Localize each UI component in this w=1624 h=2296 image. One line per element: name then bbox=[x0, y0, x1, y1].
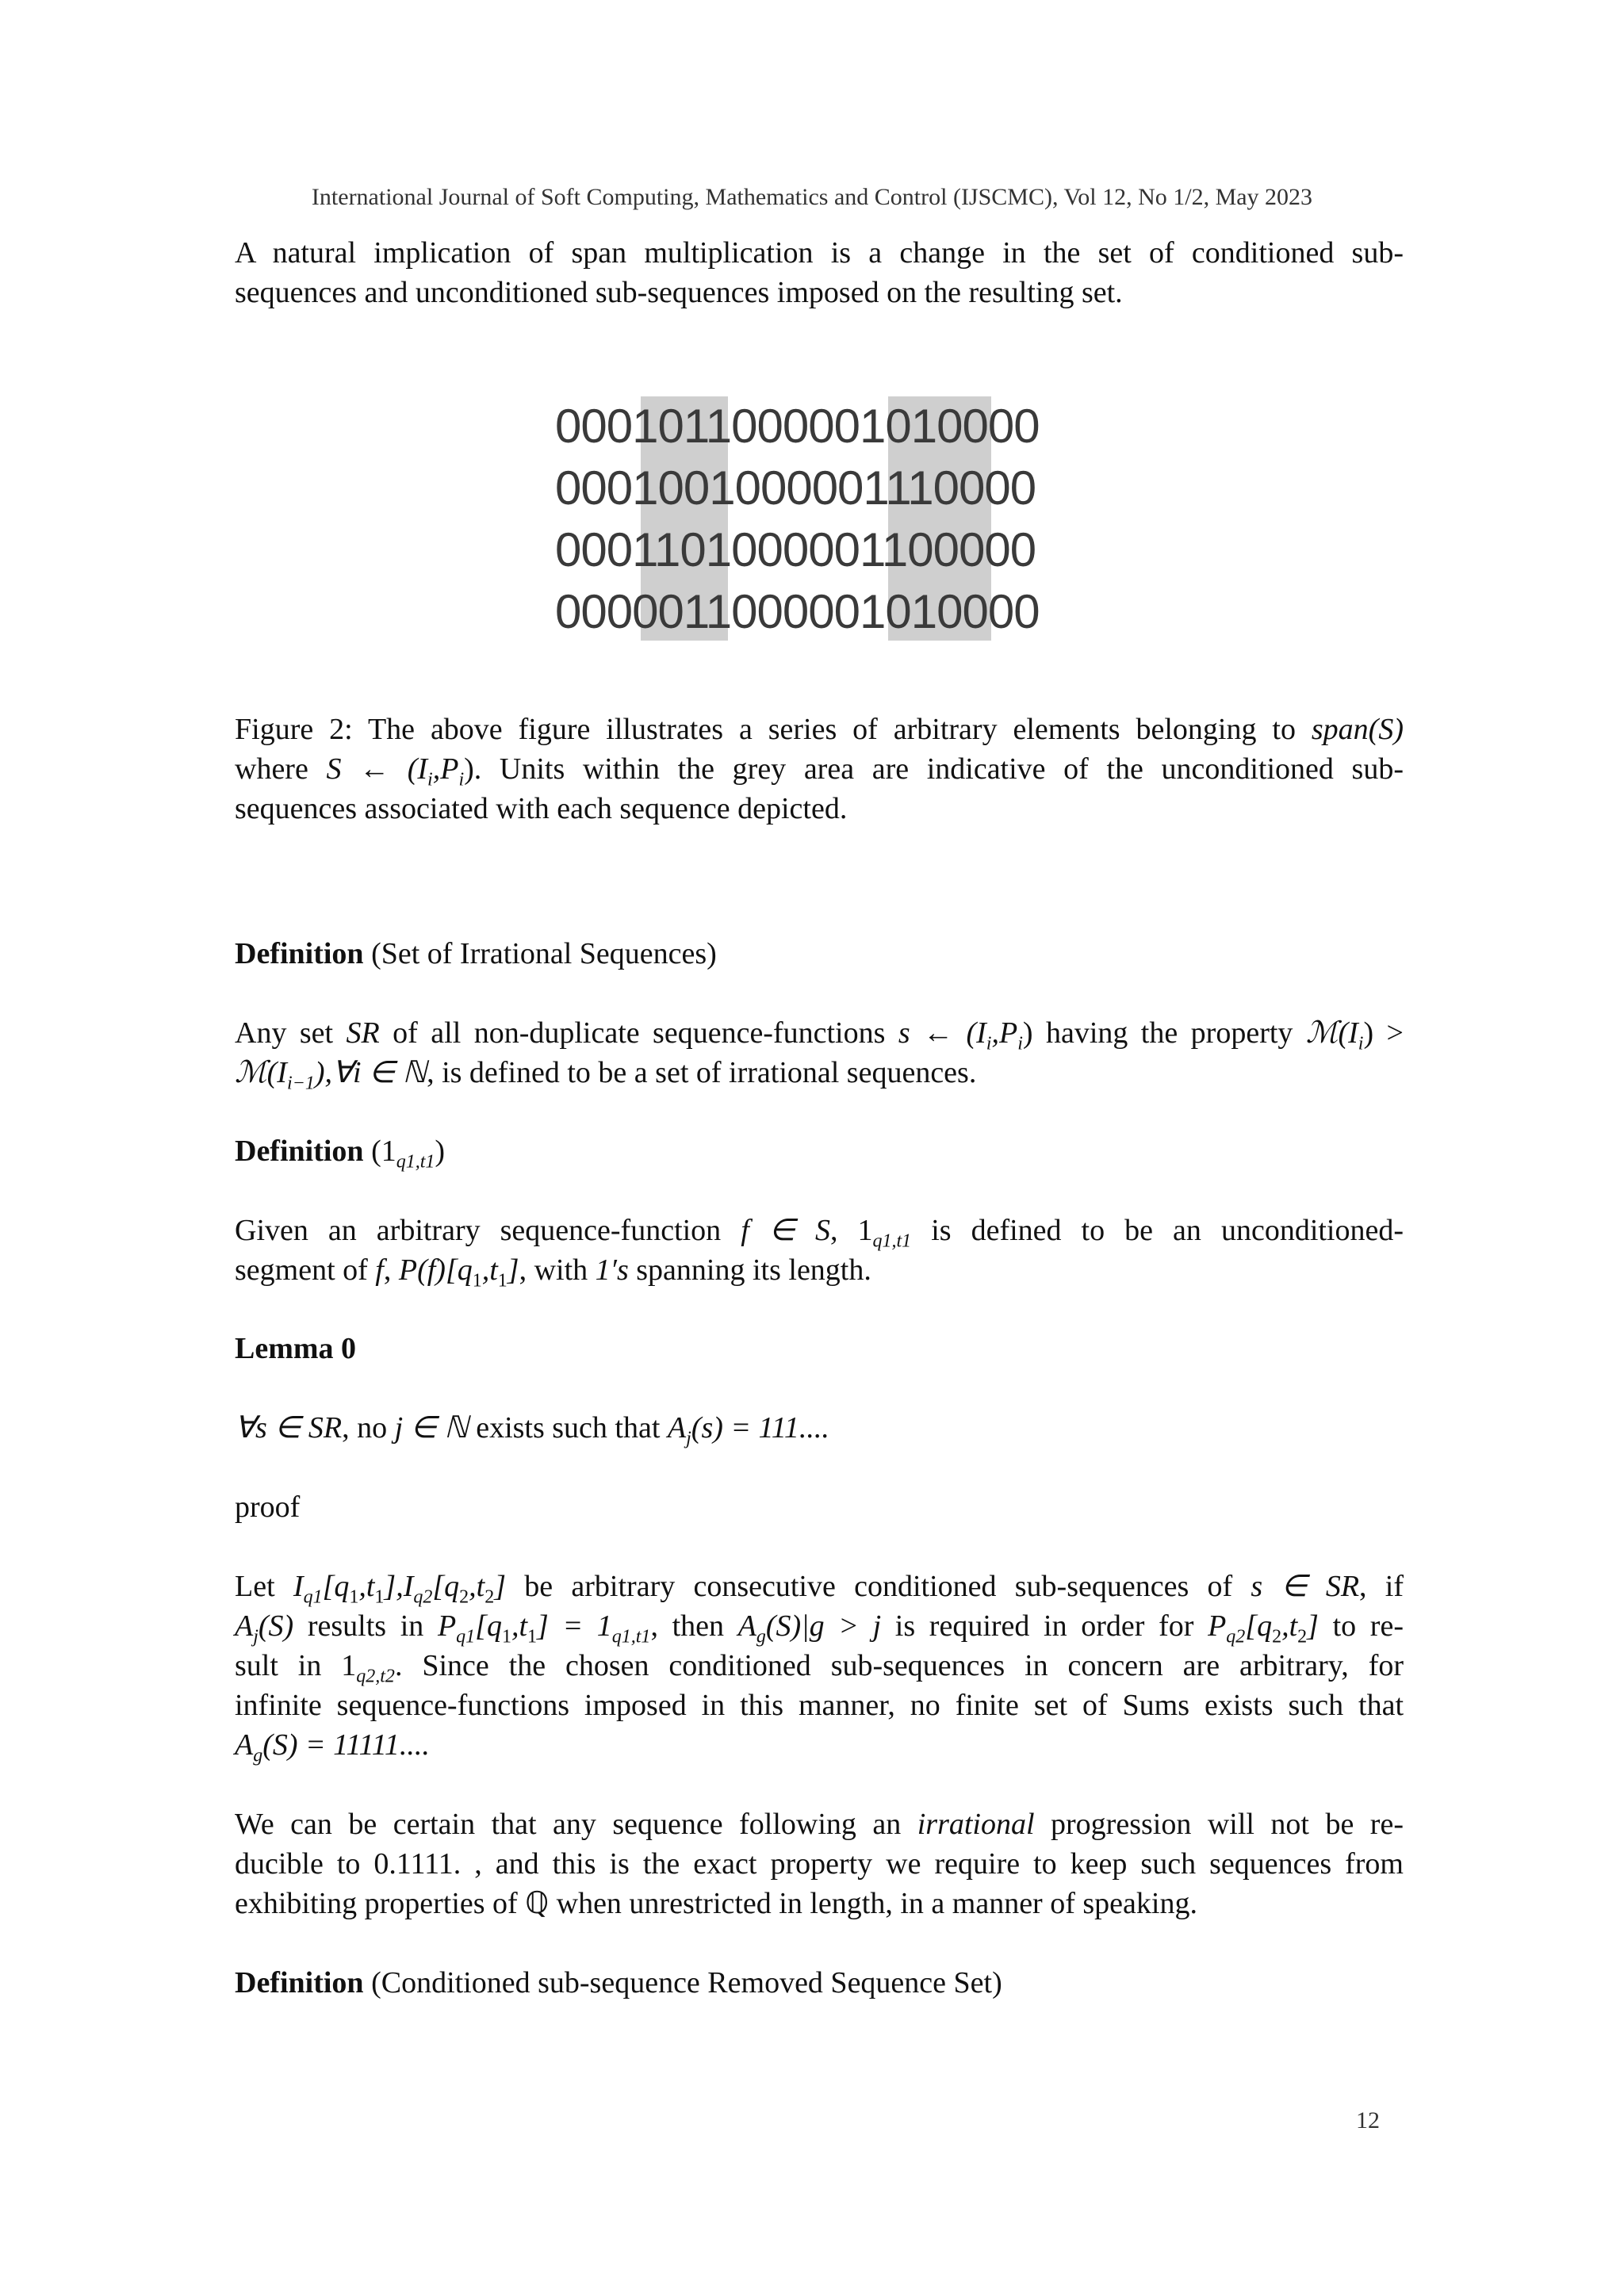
proof-text: , then bbox=[650, 1609, 738, 1643]
proof-subscript: 1 bbox=[349, 1586, 359, 1608]
lemma-math: ∀s ∈ SR bbox=[235, 1411, 343, 1445]
para2-text: We can be certain that any sequence following an bbox=[235, 1808, 917, 1841]
proof-text: results in bbox=[293, 1609, 438, 1643]
caption-text: Figure 2: The above figure illustrates a series of arbitrary elements belonging to bbox=[235, 713, 1312, 746]
proof-subscript: g bbox=[756, 1626, 766, 1647]
proof-math: ] = 1 bbox=[537, 1609, 612, 1643]
def2-text: , 1 bbox=[829, 1214, 873, 1247]
def1-text: ) > bbox=[1363, 1016, 1404, 1050]
lemma-text: exists such that bbox=[468, 1411, 668, 1445]
definition-unit-heading bbox=[235, 1131, 1404, 1171]
lemma-text: , no bbox=[342, 1411, 395, 1445]
definition-irrational-heading bbox=[235, 934, 1404, 974]
lemma-math: j ∈ ℕ bbox=[394, 1411, 469, 1445]
proof-subscript: q1,t1 bbox=[611, 1626, 651, 1647]
proof-subscript: q2,t2 bbox=[356, 1666, 395, 1687]
intro-line-2: sequences and unconditioned sub-sequences imposed on the resulting set. bbox=[235, 276, 1123, 309]
proof-subscript: 2 bbox=[485, 1586, 495, 1608]
def2-math: ,t bbox=[481, 1253, 498, 1287]
def1-math: SR bbox=[346, 1016, 380, 1050]
figure-caption bbox=[235, 710, 1404, 828]
proof-label: proof bbox=[235, 1490, 301, 1524]
proof-line-3 bbox=[235, 1646, 1404, 1686]
proof-subscript: q2 bbox=[413, 1586, 433, 1608]
proof-math: P bbox=[1208, 1609, 1227, 1643]
irrational-remark-paragraph bbox=[235, 1804, 1404, 1923]
definition-label: Definition bbox=[235, 1135, 364, 1168]
sequence-row-3: 0001101000001100000 bbox=[555, 523, 1036, 576]
proof-math: [q bbox=[1245, 1609, 1273, 1643]
proof-line-5 bbox=[235, 1725, 1404, 1765]
def1-text: Any set bbox=[235, 1016, 347, 1050]
page-number: 12 bbox=[1356, 2107, 1380, 2133]
caption-math: ,P bbox=[432, 752, 459, 786]
caption-math: S ← (I bbox=[326, 752, 428, 786]
caption-line-3: sequences associated with each sequence depicted. bbox=[235, 792, 848, 825]
caption-line-1 bbox=[235, 710, 1404, 749]
proof-math: (S) = 11111.... bbox=[262, 1728, 430, 1762]
def2-text: segment of bbox=[235, 1253, 376, 1287]
para2-text: exhibiting properties of bbox=[235, 1887, 526, 1920]
definition-irrational-body bbox=[235, 1013, 1404, 1093]
lemma-statement bbox=[235, 1408, 1404, 1448]
proof-math: 1 bbox=[341, 1649, 357, 1682]
sequence-row-4: 0000011000001010000 bbox=[555, 585, 1040, 638]
caption-subscript: i bbox=[427, 769, 433, 790]
def2-math: f ∈ S bbox=[741, 1214, 830, 1247]
def1-subscript: i−1 bbox=[286, 1073, 315, 1094]
proof-math: ,t bbox=[1281, 1609, 1298, 1643]
proof-text: , if bbox=[1359, 1570, 1404, 1603]
def2-text: , with bbox=[519, 1253, 596, 1287]
def2-line-1 bbox=[235, 1211, 1404, 1250]
intro-paragraph bbox=[235, 233, 1404, 312]
para2-line-1 bbox=[235, 1804, 1404, 1844]
def1-math: ℳ(I bbox=[1305, 1016, 1358, 1050]
proof-subscript: q1 bbox=[303, 1586, 323, 1608]
proof-subscript: 1 bbox=[527, 1626, 538, 1647]
proof-text: sult in bbox=[235, 1649, 342, 1682]
proof-math: ,t bbox=[358, 1570, 375, 1603]
lemma-subscript: j bbox=[686, 1428, 691, 1449]
proof-math: I bbox=[293, 1570, 304, 1603]
proof-math: (S)|g > j bbox=[765, 1609, 882, 1643]
proof-math: A bbox=[737, 1609, 756, 1643]
proof-subscript: 2 bbox=[459, 1586, 469, 1608]
proof-subscript: 1 bbox=[374, 1586, 385, 1608]
figure-2 bbox=[555, 396, 1078, 642]
proof-math: s ∈ SR bbox=[1251, 1570, 1360, 1603]
para2-math: ℚ bbox=[525, 1887, 550, 1920]
definition-subscript: q1,t1 bbox=[396, 1151, 435, 1173]
def1-text: , is defined to be a set of irrational sequences. bbox=[427, 1056, 977, 1089]
caption-text: ). Units within the grey area are indicative of the unconditioned sub- bbox=[464, 752, 1404, 786]
proof-math: A bbox=[235, 1609, 254, 1643]
proof-text: is required in order for bbox=[881, 1609, 1208, 1643]
proof-line-1 bbox=[235, 1567, 1404, 1606]
def2-subscript: 1 bbox=[472, 1270, 482, 1292]
def2-math: P(f)[q bbox=[398, 1253, 473, 1287]
def1-math: ℳ(I bbox=[235, 1056, 287, 1089]
definition-removed-set-heading bbox=[235, 1963, 1404, 2003]
def1-line-2 bbox=[235, 1053, 1404, 1093]
definition-unit-body bbox=[235, 1211, 1404, 1290]
definition-label: Definition bbox=[235, 1966, 364, 1999]
proof-subscript: g bbox=[253, 1745, 263, 1766]
def1-subscript: i bbox=[986, 1033, 992, 1054]
definition-title: (Set of Irrational Sequences) bbox=[363, 937, 717, 970]
proof-subscript: j bbox=[253, 1626, 259, 1647]
definition-label: Definition bbox=[235, 937, 364, 970]
proof-math: ],I bbox=[384, 1570, 414, 1603]
proof-text: Let bbox=[235, 1570, 293, 1603]
para2-line-3 bbox=[235, 1884, 1404, 1923]
proof-math: ] bbox=[1307, 1609, 1319, 1643]
def1-math: ,P bbox=[991, 1016, 1018, 1050]
proof-subscript: 1 bbox=[501, 1626, 511, 1647]
proof-text: be arbitrary consecutive conditioned sub-sequences of bbox=[506, 1570, 1251, 1603]
def2-text: , bbox=[383, 1253, 399, 1287]
lemma-math: A bbox=[667, 1411, 687, 1445]
proof-subscript: q2 bbox=[1226, 1626, 1246, 1647]
proof-text: . Since the chosen conditioned sub-sequences in concern are arbitrary, for bbox=[394, 1649, 1404, 1682]
def1-line-1 bbox=[235, 1013, 1404, 1053]
para2-line-2: ducible to 0.1111. , and this is the exact property we require to keep such sequences from bbox=[235, 1847, 1404, 1881]
proof-math: ] bbox=[494, 1570, 507, 1603]
proof-math: (S) bbox=[258, 1609, 294, 1643]
lemma-math: (s) = 111.... bbox=[691, 1411, 829, 1445]
def1-text: of all non-duplicate sequence-functions bbox=[379, 1016, 898, 1050]
proof-text: to re- bbox=[1318, 1609, 1404, 1643]
def1-math: s ← (I bbox=[898, 1016, 986, 1050]
caption-text: where bbox=[235, 752, 327, 786]
caption-math: span(S) bbox=[1311, 713, 1404, 746]
proof-math: [q bbox=[475, 1609, 502, 1643]
proof-math: ,t bbox=[469, 1570, 485, 1603]
definition-title: ) bbox=[435, 1135, 446, 1168]
def2-math: ] bbox=[507, 1253, 519, 1287]
proof-math: ,t bbox=[511, 1609, 528, 1643]
def2-text: Given an arbitrary sequence-function bbox=[235, 1214, 741, 1247]
running-header: International Journal of Soft Computing, Mathematics and Control (IJSCMC), Vol 12, No 1/2, May 2023 bbox=[311, 184, 1313, 210]
def1-math: ),∀i ∈ ℕ bbox=[314, 1056, 427, 1089]
proof-math: [q bbox=[322, 1570, 350, 1603]
caption-line-2 bbox=[235, 749, 1404, 789]
para2-text: progression will not be re- bbox=[1034, 1808, 1404, 1841]
def2-text: is defined to be an unconditioned- bbox=[911, 1214, 1404, 1247]
proof-body bbox=[235, 1567, 1404, 1765]
sequence-row-2: 0001001000001110000 bbox=[555, 461, 1036, 515]
proof-subscript: 2 bbox=[1272, 1626, 1282, 1647]
def2-subscript: q1,t1 bbox=[872, 1230, 912, 1252]
def1-subscript: i bbox=[1358, 1033, 1364, 1054]
definition-title: (Conditioned sub-sequence Removed Sequence Set) bbox=[363, 1966, 1002, 1999]
proof-math: A bbox=[235, 1728, 254, 1762]
def1-text: ) having the property bbox=[1022, 1016, 1306, 1050]
caption-subscript: i bbox=[458, 769, 465, 790]
lemma-label: Lemma 0 bbox=[235, 1332, 357, 1365]
def2-text: spanning its length. bbox=[628, 1253, 871, 1287]
def2-math: f bbox=[375, 1253, 384, 1287]
def2-line-2 bbox=[235, 1250, 1404, 1290]
proof-subscript: 2 bbox=[1297, 1626, 1308, 1647]
proof-math: P bbox=[437, 1609, 457, 1643]
lemma-heading bbox=[235, 1329, 1404, 1368]
intro-line-1: A natural implication of span multiplication is a change in the set of conditioned sub- bbox=[235, 236, 1404, 270]
proof-line-2 bbox=[235, 1606, 1404, 1646]
def2-math: 1′s bbox=[595, 1253, 629, 1287]
def2-subscript: 1 bbox=[497, 1270, 508, 1292]
sequence-row-1: 0001011000001010000 bbox=[555, 400, 1040, 453]
proof-subscript: q1 bbox=[456, 1626, 476, 1647]
proof-line-4: infinite sequence-functions imposed in this manner, no finite set of Sums exists such that bbox=[235, 1689, 1404, 1722]
def1-subscript: i bbox=[1017, 1033, 1023, 1054]
proof-math: [q bbox=[432, 1570, 460, 1603]
definition-title: (1 bbox=[363, 1135, 396, 1168]
para2-text: when unrestricted in length, in a manner of speaking. bbox=[549, 1887, 1197, 1920]
para2-emphasis: irrational bbox=[917, 1808, 1035, 1841]
